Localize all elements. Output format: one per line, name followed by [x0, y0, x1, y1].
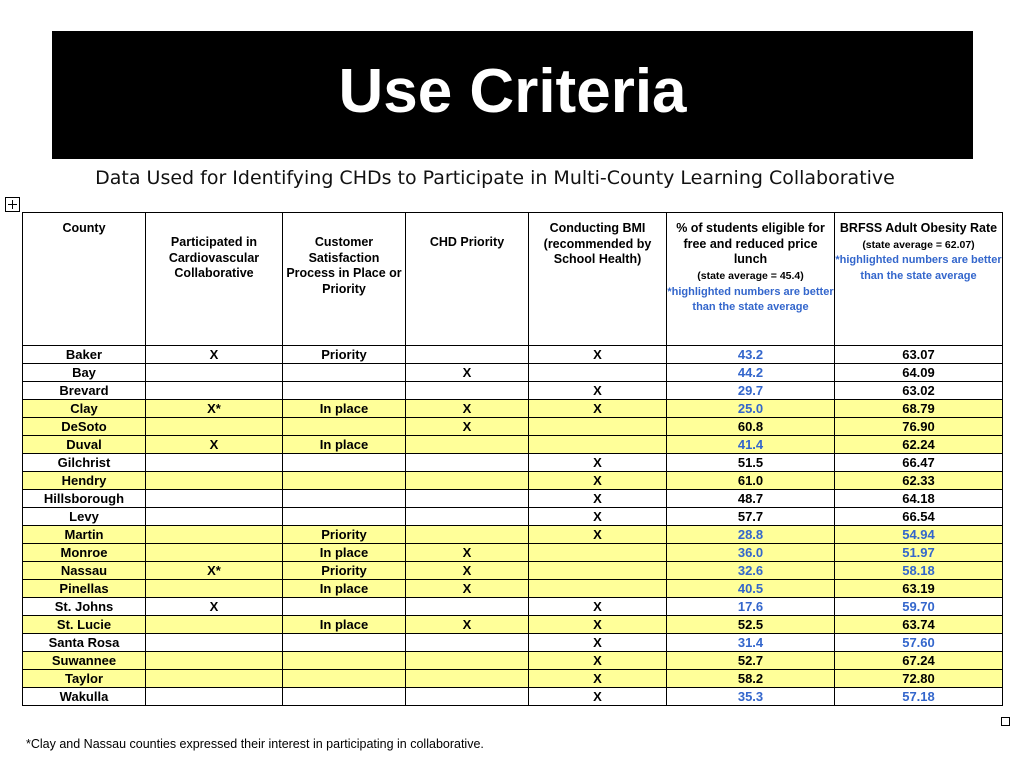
- cell-chd: [406, 688, 529, 706]
- header-lunch-label: % of students eligible for free and reduced price lunch: [676, 221, 825, 267]
- header-county: [23, 213, 146, 346]
- cell-lunch: 29.7: [667, 382, 835, 400]
- cell-participated: [146, 364, 283, 382]
- cell-lunch: 44.2: [667, 364, 835, 382]
- cell-brfss: 62.33: [835, 472, 1003, 490]
- cell-brfss: 63.19: [835, 580, 1003, 598]
- header-brfss-label: BRFSS Adult Obesity Rate: [839, 221, 998, 235]
- cell-brfss: 62.24: [835, 436, 1003, 454]
- cell-chd: X: [406, 544, 529, 562]
- cell-bmi: [529, 436, 667, 454]
- cell-county: Bay: [23, 364, 146, 382]
- cell-chd: [406, 670, 529, 688]
- cell-lunch: 60.8: [667, 418, 835, 436]
- cell-customer: [283, 454, 406, 472]
- header-chd-priority: [406, 213, 529, 346]
- cell-participated: [146, 526, 283, 544]
- cell-customer: [283, 364, 406, 382]
- cell-chd: [406, 652, 529, 670]
- cell-participated: [146, 580, 283, 598]
- cell-bmi: X: [529, 508, 667, 526]
- table-row: [23, 616, 1003, 634]
- cell-customer: [283, 382, 406, 400]
- cell-participated: [146, 418, 283, 436]
- cell-chd: X: [406, 400, 529, 418]
- cell-county: St. Johns: [23, 598, 146, 616]
- cell-brfss: 66.54: [835, 508, 1003, 526]
- cell-brfss: 58.18: [835, 562, 1003, 580]
- cell-bmi: [529, 418, 667, 436]
- cell-participated: [146, 652, 283, 670]
- cell-bmi: X: [529, 382, 667, 400]
- cell-lunch: 35.3: [667, 688, 835, 706]
- cell-participated: [146, 490, 283, 508]
- cell-lunch: 25.0: [667, 400, 835, 418]
- table-move-handle-icon[interactable]: [5, 197, 20, 212]
- table-row: [23, 454, 1003, 472]
- cell-lunch: 61.0: [667, 472, 835, 490]
- table-row: [23, 508, 1003, 526]
- table-row: [23, 472, 1003, 490]
- cell-customer: In place: [283, 436, 406, 454]
- cell-county: Duval: [23, 436, 146, 454]
- cell-customer: Priority: [283, 526, 406, 544]
- cell-county: Nassau: [23, 562, 146, 580]
- header-participated-label: Participated in Cardiovascular Collaborative: [168, 235, 260, 281]
- cell-brfss: 63.74: [835, 616, 1003, 634]
- cell-county: Martin: [23, 526, 146, 544]
- header-conducting-bmi: [529, 213, 667, 346]
- cell-chd: [406, 382, 529, 400]
- table-header-row: [23, 213, 1003, 346]
- header-lunch: [667, 213, 835, 346]
- cell-county: Clay: [23, 400, 146, 418]
- cell-brfss: 68.79: [835, 400, 1003, 418]
- header-customer-satisfaction: [283, 213, 406, 346]
- cell-bmi: X: [529, 346, 667, 364]
- cell-county: Suwannee: [23, 652, 146, 670]
- cell-lunch: 41.4: [667, 436, 835, 454]
- cell-brfss: 63.02: [835, 382, 1003, 400]
- cell-lunch: 28.8: [667, 526, 835, 544]
- cell-lunch: 31.4: [667, 634, 835, 652]
- cell-bmi: X: [529, 634, 667, 652]
- cell-bmi: [529, 364, 667, 382]
- cell-chd: [406, 634, 529, 652]
- cell-chd: [406, 508, 529, 526]
- cell-participated: [146, 382, 283, 400]
- cell-lunch: 48.7: [667, 490, 835, 508]
- cell-customer: In place: [283, 544, 406, 562]
- cell-county: Monroe: [23, 544, 146, 562]
- cell-chd: [406, 526, 529, 544]
- cell-brfss: 66.47: [835, 454, 1003, 472]
- cell-participated: X: [146, 598, 283, 616]
- cell-participated: [146, 616, 283, 634]
- cell-brfss: 51.97: [835, 544, 1003, 562]
- table-row: [23, 598, 1003, 616]
- cell-chd: X: [406, 418, 529, 436]
- cell-bmi: [529, 580, 667, 598]
- table-row: [23, 562, 1003, 580]
- cell-brfss: 57.60: [835, 634, 1003, 652]
- table-row: [23, 544, 1003, 562]
- table-row: [23, 652, 1003, 670]
- table-row: [23, 382, 1003, 400]
- cell-county: Hillsborough: [23, 490, 146, 508]
- header-county-label: County: [62, 221, 106, 235]
- header-brfss-note: *highlighted numbers are better than the state average: [835, 254, 1002, 282]
- cell-chd: [406, 490, 529, 508]
- footnote: *Clay and Nassau counties expressed their interest in participating in collaborative.: [26, 737, 484, 751]
- cell-county: DeSoto: [23, 418, 146, 436]
- table-row: [23, 418, 1003, 436]
- cell-participated: [146, 544, 283, 562]
- cell-participated: X: [146, 436, 283, 454]
- table-row: [23, 526, 1003, 544]
- cell-bmi: [529, 544, 667, 562]
- cell-county: Baker: [23, 346, 146, 364]
- cell-chd: X: [406, 364, 529, 382]
- cell-county: Wakulla: [23, 688, 146, 706]
- cell-chd: [406, 436, 529, 454]
- cell-bmi: X: [529, 490, 667, 508]
- cell-customer: In place: [283, 580, 406, 598]
- cell-lunch: 43.2: [667, 346, 835, 364]
- header-lunch-state-average: (state average = 45.4): [697, 269, 804, 282]
- cell-customer: [283, 688, 406, 706]
- cell-customer: In place: [283, 616, 406, 634]
- table-row: [23, 364, 1003, 382]
- cell-brfss: 57.18: [835, 688, 1003, 706]
- cell-county: Gilchrist: [23, 454, 146, 472]
- cell-county: Taylor: [23, 670, 146, 688]
- cell-lunch: 51.5: [667, 454, 835, 472]
- cell-customer: Priority: [283, 562, 406, 580]
- cell-bmi: X: [529, 400, 667, 418]
- cell-bmi: X: [529, 598, 667, 616]
- cell-chd: X: [406, 562, 529, 580]
- header-chd-label: CHD Priority: [429, 235, 505, 249]
- cell-bmi: X: [529, 670, 667, 688]
- cell-customer: [283, 652, 406, 670]
- header-bmi-label: Conducting BMI (recommended by School Health): [543, 221, 652, 267]
- table-row: [23, 436, 1003, 454]
- cell-participated: [146, 688, 283, 706]
- cell-customer: [283, 634, 406, 652]
- cell-county: Pinellas: [23, 580, 146, 598]
- table-resize-handle-icon[interactable]: [1001, 717, 1010, 726]
- header-lunch-note: *highlighted numbers are better than the state average: [667, 285, 834, 314]
- table-row: [23, 634, 1003, 652]
- cell-customer: In place: [283, 400, 406, 418]
- cell-chd: [406, 472, 529, 490]
- cell-bmi: X: [529, 652, 667, 670]
- cell-lunch: 32.6: [667, 562, 835, 580]
- cell-participated: X*: [146, 562, 283, 580]
- header-customer-label: Customer Satisfaction Process in Place or Priority: [286, 235, 402, 296]
- cell-brfss: 54.94: [835, 526, 1003, 544]
- cell-bmi: X: [529, 526, 667, 544]
- cell-participated: [146, 634, 283, 652]
- cell-customer: [283, 490, 406, 508]
- cell-county: St. Lucie: [23, 616, 146, 634]
- header-brfss: [835, 213, 1003, 346]
- cell-participated: X: [146, 346, 283, 364]
- cell-customer: [283, 670, 406, 688]
- cell-brfss: 67.24: [835, 652, 1003, 670]
- cell-participated: [146, 454, 283, 472]
- cell-county: Brevard: [23, 382, 146, 400]
- table-body: [23, 346, 1003, 706]
- cell-lunch: 52.5: [667, 616, 835, 634]
- cell-chd: X: [406, 616, 529, 634]
- cell-chd: X: [406, 580, 529, 598]
- cell-brfss: 72.80: [835, 670, 1003, 688]
- cell-brfss: 64.09: [835, 364, 1003, 382]
- table-row: [23, 580, 1003, 598]
- cell-brfss: 76.90: [835, 418, 1003, 436]
- cell-participated: [146, 670, 283, 688]
- table-row: [23, 400, 1003, 418]
- cell-bmi: X: [529, 472, 667, 490]
- cell-brfss: 64.18: [835, 490, 1003, 508]
- cell-participated: X*: [146, 400, 283, 418]
- cell-chd: [406, 454, 529, 472]
- cell-participated: [146, 472, 283, 490]
- cell-lunch: 17.6: [667, 598, 835, 616]
- cell-brfss: 63.07: [835, 346, 1003, 364]
- cell-bmi: X: [529, 454, 667, 472]
- table-row: [23, 346, 1003, 364]
- cell-lunch: 36.0: [667, 544, 835, 562]
- header-participated: [146, 213, 283, 346]
- cell-customer: Priority: [283, 346, 406, 364]
- cell-chd: [406, 346, 529, 364]
- table-row: [23, 688, 1003, 706]
- cell-lunch: 58.2: [667, 670, 835, 688]
- cell-county: Hendry: [23, 472, 146, 490]
- cell-county: Santa Rosa: [23, 634, 146, 652]
- table-subtitle: Data Used for Identifying CHDs to Participate in Multi-County Learning Collaborative: [95, 167, 895, 189]
- table-row: [23, 670, 1003, 688]
- cell-bmi: [529, 562, 667, 580]
- cell-bmi: X: [529, 616, 667, 634]
- criteria-table: [22, 212, 1003, 706]
- cell-lunch: 52.7: [667, 652, 835, 670]
- cell-customer: [283, 508, 406, 526]
- cell-customer: [283, 472, 406, 490]
- header-brfss-state-average: (state average = 62.07): [862, 238, 975, 251]
- slide-title: Use Criteria: [338, 56, 687, 126]
- cell-chd: [406, 598, 529, 616]
- cell-bmi: X: [529, 688, 667, 706]
- cell-customer: [283, 598, 406, 616]
- cell-lunch: 40.5: [667, 580, 835, 598]
- cell-participated: [146, 508, 283, 526]
- cell-county: Levy: [23, 508, 146, 526]
- title-bar: [52, 31, 973, 159]
- cell-brfss: 59.70: [835, 598, 1003, 616]
- table-row: [23, 490, 1003, 508]
- cell-lunch: 57.7: [667, 508, 835, 526]
- cell-customer: [283, 418, 406, 436]
